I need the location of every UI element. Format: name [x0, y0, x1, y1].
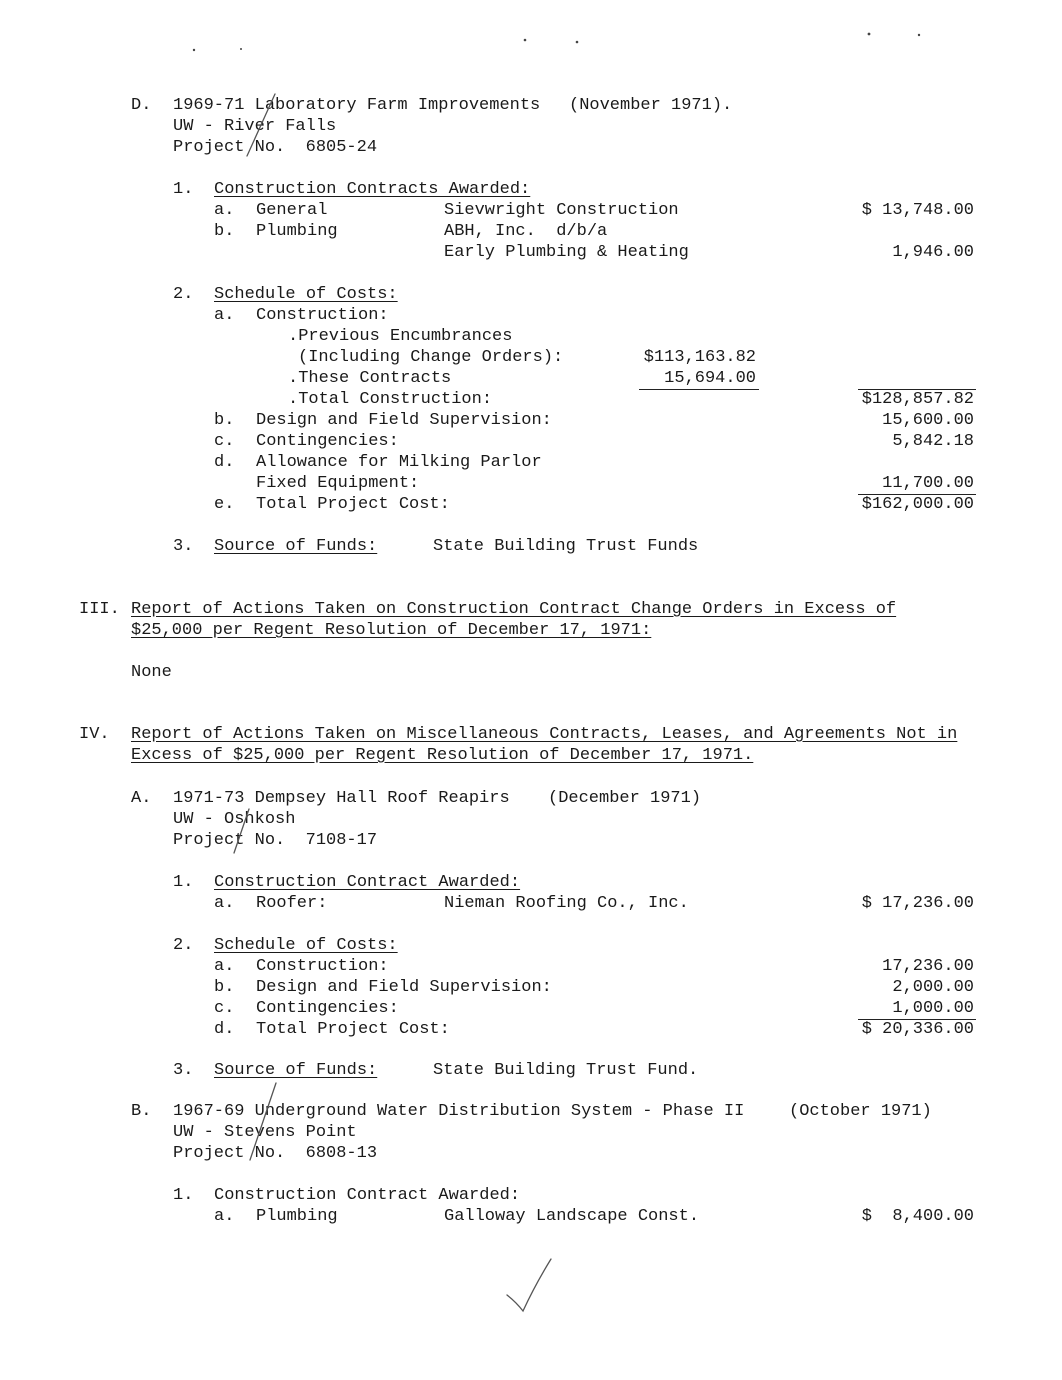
a2-num: 2.: [173, 936, 194, 955]
iv-b-date: (October 1971): [789, 1102, 932, 1121]
d1a-label: a.: [214, 201, 235, 220]
section-iii-num: III.: [79, 600, 120, 619]
d1a-type: General: [256, 201, 328, 220]
a2d-amount: $ 20,336.00: [861, 1020, 974, 1039]
a2a-amount: 17,236.00: [882, 957, 974, 976]
iv-b-label: B.: [131, 1102, 152, 1121]
d1b-label: b.: [214, 222, 235, 241]
a2c-amount: 1,000.00: [892, 999, 974, 1018]
d2c-label: c.: [214, 432, 235, 451]
d2b-text: Design and Field Supervision:: [256, 411, 552, 430]
d2-prev-2: (Including Change Orders):: [298, 348, 564, 367]
d2c-amount: 5,842.18: [892, 432, 974, 451]
a3-num: 3.: [173, 1061, 194, 1080]
pencil-tick-mark: [234, 809, 249, 853]
iv-a-date: (December 1971): [548, 789, 702, 808]
d2e-amount: $162,000.00: [861, 495, 974, 514]
d1b-contractor-2: Early Plumbing & Heating: [444, 243, 689, 262]
d2-heading: Schedule of Costs:: [214, 285, 398, 304]
d2d-label: d.: [214, 453, 235, 472]
section-d-campus: UW - River Falls: [173, 117, 337, 136]
checkmark-icon: [507, 1259, 551, 1311]
a3-value: State Building Trust Fund.: [433, 1061, 699, 1080]
a3-heading: Source of Funds:: [214, 1061, 378, 1080]
section-iv-line-2: Excess of $25,000 per Regent Resolution of December 17, 1971.: [131, 746, 754, 765]
d3-value: State Building Trust Funds: [433, 537, 699, 556]
d3-num: 3.: [173, 537, 194, 556]
scan-speck: [868, 33, 871, 36]
section-iv-line-1: Report of Actions Taken on Miscellaneous Contracts, Leases, and Agreements Not in: [131, 725, 958, 744]
b1-heading: Construction Contract Awarded:: [214, 1186, 521, 1205]
b1a-amount: $ 8,400.00: [861, 1207, 974, 1226]
scan-speck: [524, 39, 527, 42]
d2b-label: b.: [214, 411, 235, 430]
d2-prev-amount: $113,163.82: [643, 348, 756, 367]
section-d-title: 1969-71 Laboratory Farm Improvements: [173, 96, 541, 115]
section-iii-line-2: $25,000 per Regent Resolution of December 17, 1971:: [131, 621, 652, 640]
d1a-contractor: Sievwright Construction: [444, 201, 679, 220]
d2-these: .These Contracts: [288, 369, 452, 388]
d1a-amount: $ 13,748.00: [861, 201, 974, 220]
scan-speck: [576, 41, 579, 44]
a2b-text: Design and Field Supervision:: [256, 978, 552, 997]
d2e-text: Total Project Cost:: [256, 495, 450, 514]
iv-b-project: Project No. 6808-13: [173, 1144, 378, 1163]
section-iv-num: IV.: [79, 725, 110, 744]
a2d-label: d.: [214, 1020, 235, 1039]
iv-a-project: Project No. 7108-17: [173, 831, 378, 850]
d2a-label: a.: [214, 306, 235, 325]
d2-total: .Total Construction:: [288, 390, 493, 409]
section-d-date: (November 1971).: [569, 96, 733, 115]
d2b-amount: 15,600.00: [882, 411, 974, 430]
b1a-label: a.: [214, 1207, 235, 1226]
a1a-contractor: Nieman Roofing Co., Inc.: [444, 894, 689, 913]
b1a-contractor: Galloway Landscape Const.: [444, 1207, 700, 1226]
d1b-amount: 1,946.00: [892, 243, 974, 262]
a2d-text: Total Project Cost:: [256, 1020, 450, 1039]
d2-total-amount: $128,857.82: [861, 390, 974, 409]
d1b-type: Plumbing: [256, 222, 338, 241]
iv-a-campus: UW - Oshkosh: [173, 810, 296, 829]
pencil-tick-mark: [247, 94, 275, 156]
a1a-amount: $ 17,236.00: [861, 894, 974, 913]
d2e-label: e.: [214, 495, 235, 514]
section-d-project: Project No. 6805-24: [173, 138, 378, 157]
d1-num: 1.: [173, 180, 194, 199]
iv-b-title: 1967-69 Underground Water Distribution System - Phase II: [173, 1102, 745, 1121]
a1a-label: a.: [214, 894, 235, 913]
d2c-text: Contingencies:: [256, 432, 399, 451]
a1-num: 1.: [173, 873, 194, 892]
d2d-text-2: Fixed Equipment:: [256, 474, 420, 493]
iv-b-campus: UW - Stevens Point: [173, 1123, 357, 1142]
section-d-label: D.: [131, 96, 152, 115]
d1-heading: Construction Contracts Awarded:: [214, 180, 531, 199]
pencil-tick-mark: [250, 1083, 276, 1160]
d2-these-amount: 15,694.00: [664, 369, 756, 388]
a2c-text: Contingencies:: [256, 999, 399, 1018]
d2a-text: Construction:: [256, 306, 389, 325]
iv-a-title: 1971-73 Dempsey Hall Roof Reapirs: [173, 789, 510, 808]
a1-heading: Construction Contract Awarded:: [214, 873, 521, 892]
a2c-label: c.: [214, 999, 235, 1018]
scan-speck: [240, 48, 242, 50]
a1a-type: Roofer:: [256, 894, 328, 913]
section-iii-line-1: Report of Actions Taken on Construction Contract Change Orders in Excess of: [131, 600, 897, 619]
iv-a-label: A.: [131, 789, 152, 808]
section-iii-none: None: [131, 663, 172, 682]
d2d-amount: 11,700.00: [882, 474, 974, 493]
a2a-label: a.: [214, 957, 235, 976]
d2-num: 2.: [173, 285, 194, 304]
scan-speck: [193, 49, 195, 51]
a2-heading: Schedule of Costs:: [214, 936, 398, 955]
d2d-text: Allowance for Milking Parlor: [256, 453, 542, 472]
b1-num: 1.: [173, 1186, 194, 1205]
a2a-text: Construction:: [256, 957, 389, 976]
d2-prev-1: .Previous Encumbrances: [288, 327, 513, 346]
a2b-label: b.: [214, 978, 235, 997]
scan-speck: [918, 34, 920, 36]
d1b-contractor: ABH, Inc. d/b/a: [444, 222, 608, 241]
a2b-amount: 2,000.00: [892, 978, 974, 997]
d3-heading: Source of Funds:: [214, 537, 378, 556]
b1a-type: Plumbing: [256, 1207, 338, 1226]
